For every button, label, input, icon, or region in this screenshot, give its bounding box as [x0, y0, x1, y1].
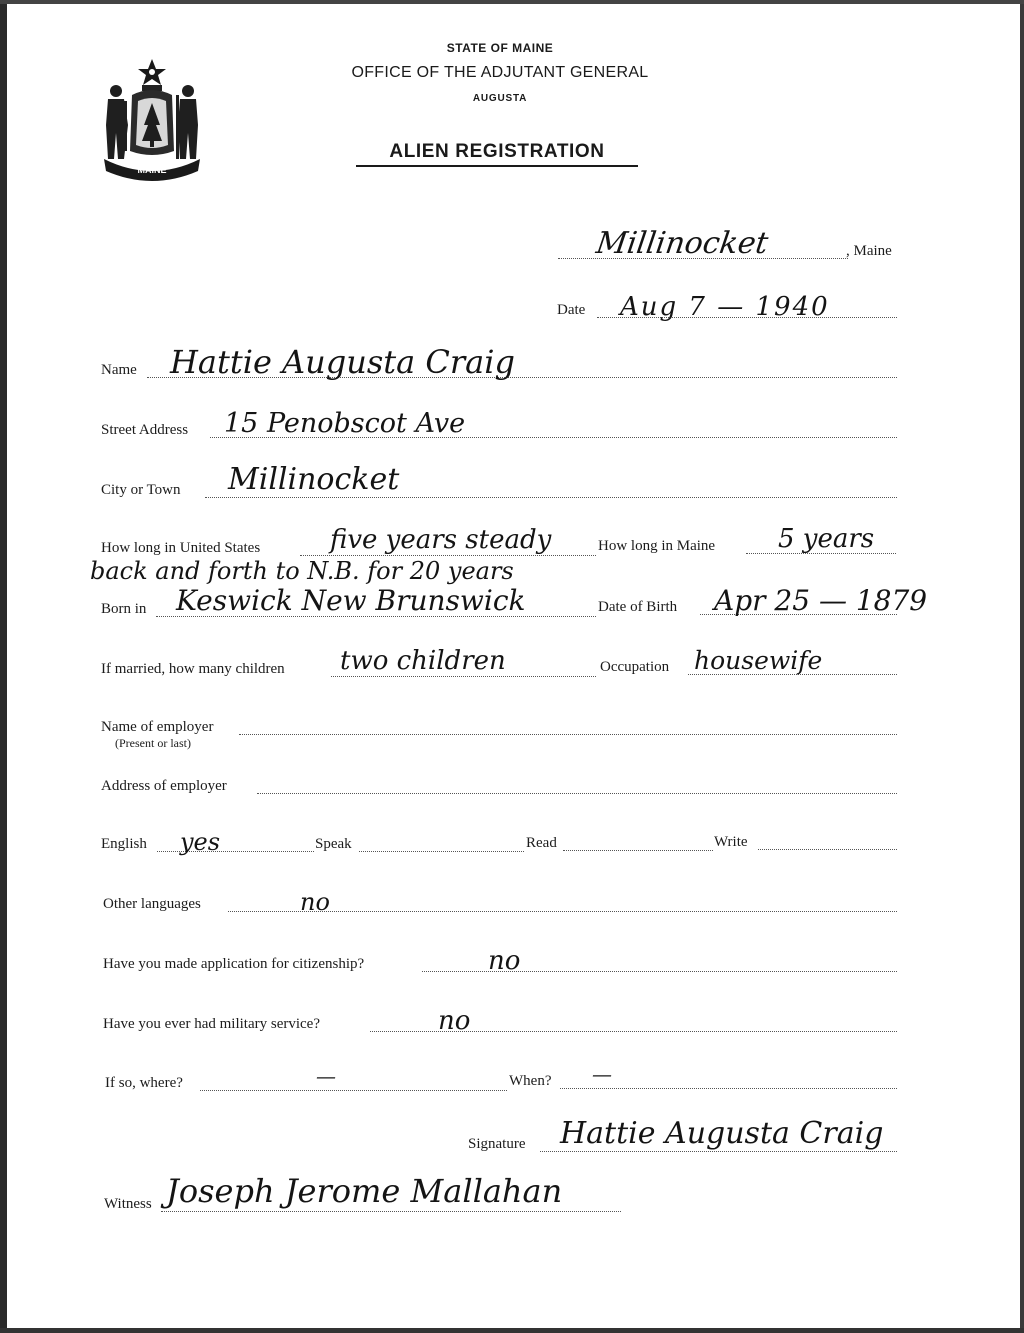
scan-border-right — [1020, 0, 1024, 1333]
maine-seal-icon — [98, 55, 206, 183]
form-title — [356, 141, 638, 163]
date-value: Aug 7 — 1940 — [620, 292, 830, 322]
signature-label: Signature — [468, 1136, 526, 1152]
children-line — [331, 676, 596, 677]
children-value: two children — [340, 646, 506, 676]
city-value: Millinocket — [228, 462, 400, 497]
english-label: English — [101, 836, 147, 852]
signature-line — [540, 1151, 897, 1152]
city-line — [205, 497, 897, 498]
employer-address-label: Address of employer — [101, 778, 227, 794]
citizenship-label: Have you made application for citizenship? — [103, 956, 365, 972]
employer-label: Name of employer — [101, 719, 214, 735]
maine-duration-value: 5 years — [778, 524, 875, 554]
date-label: Date — [557, 302, 586, 318]
city-heading: AUGUSTA — [472, 93, 528, 104]
born-label: Born in — [101, 601, 147, 617]
witness-label: Witness — [104, 1196, 152, 1212]
write-label: Write — [714, 834, 748, 850]
occupation-value: housewife — [694, 646, 823, 675]
witness-value: Joseph Jerome Mallahan — [166, 1172, 563, 1210]
street-value: 15 Penobscot Ave — [224, 408, 466, 439]
dob-label: Date of Birth — [598, 599, 678, 615]
name-value: Hattie Augusta Craig — [170, 343, 515, 381]
office-heading: OFFICE OF THE ADJUTANT GENERAL — [351, 64, 649, 81]
when-line — [560, 1088, 897, 1089]
when-label: When? — [509, 1073, 552, 1089]
form-title-text: ALIEN REGISTRATION — [389, 141, 605, 162]
us-duration-value: five years steady — [330, 525, 552, 555]
where-label: If so, where? — [105, 1075, 183, 1091]
english-value: yes — [180, 828, 221, 856]
where-line — [200, 1090, 507, 1091]
scan-border-top — [0, 0, 1024, 4]
military-value: no — [438, 1006, 471, 1036]
other-languages-value: no — [300, 888, 330, 916]
state-heading: STATE OF MAINE — [446, 41, 554, 55]
svg-text:MAINE: MAINE — [137, 165, 167, 175]
maine-suffix: , Maine — [846, 243, 892, 259]
born-value: Keswick New Brunswick — [176, 584, 526, 617]
us-duration-value-line2: back and forth to N.B. for 20 years — [90, 557, 514, 585]
name-label: Name — [101, 362, 137, 378]
citizenship-value: no — [488, 946, 521, 976]
maine-duration-label: How long in Maine — [598, 538, 716, 554]
signature-value: Hattie Augusta Craig — [560, 1116, 884, 1151]
write-line — [758, 849, 897, 850]
us-duration-line — [300, 555, 596, 556]
scan-border-left — [0, 0, 7, 1333]
employer-sublabel: (Present or last) — [115, 736, 191, 750]
city-label: City or Town — [101, 482, 181, 498]
street-label: Street Address — [101, 422, 189, 438]
children-label: If married, how many children — [101, 661, 285, 677]
witness-line — [161, 1211, 621, 1212]
military-label: Have you ever had military service? — [103, 1016, 320, 1032]
scan-border-bottom — [0, 1328, 1024, 1333]
when-value: — — [592, 1062, 612, 1086]
us-duration-label: How long in United States — [101, 540, 261, 556]
speak-label: Speak — [315, 836, 352, 852]
employer-address-line — [257, 793, 897, 794]
read-line — [563, 850, 713, 851]
other-languages-label: Other languages — [103, 896, 201, 912]
dob-value: Apr 25 — 1879 — [714, 584, 928, 617]
occupation-label: Occupation — [600, 659, 670, 675]
town-value: Millinocket — [594, 226, 771, 261]
where-value: — — [316, 1064, 336, 1088]
read-label: Read — [526, 835, 557, 851]
employer-line — [239, 734, 897, 735]
speak-line — [359, 851, 524, 852]
form-title-underline — [356, 165, 638, 167]
